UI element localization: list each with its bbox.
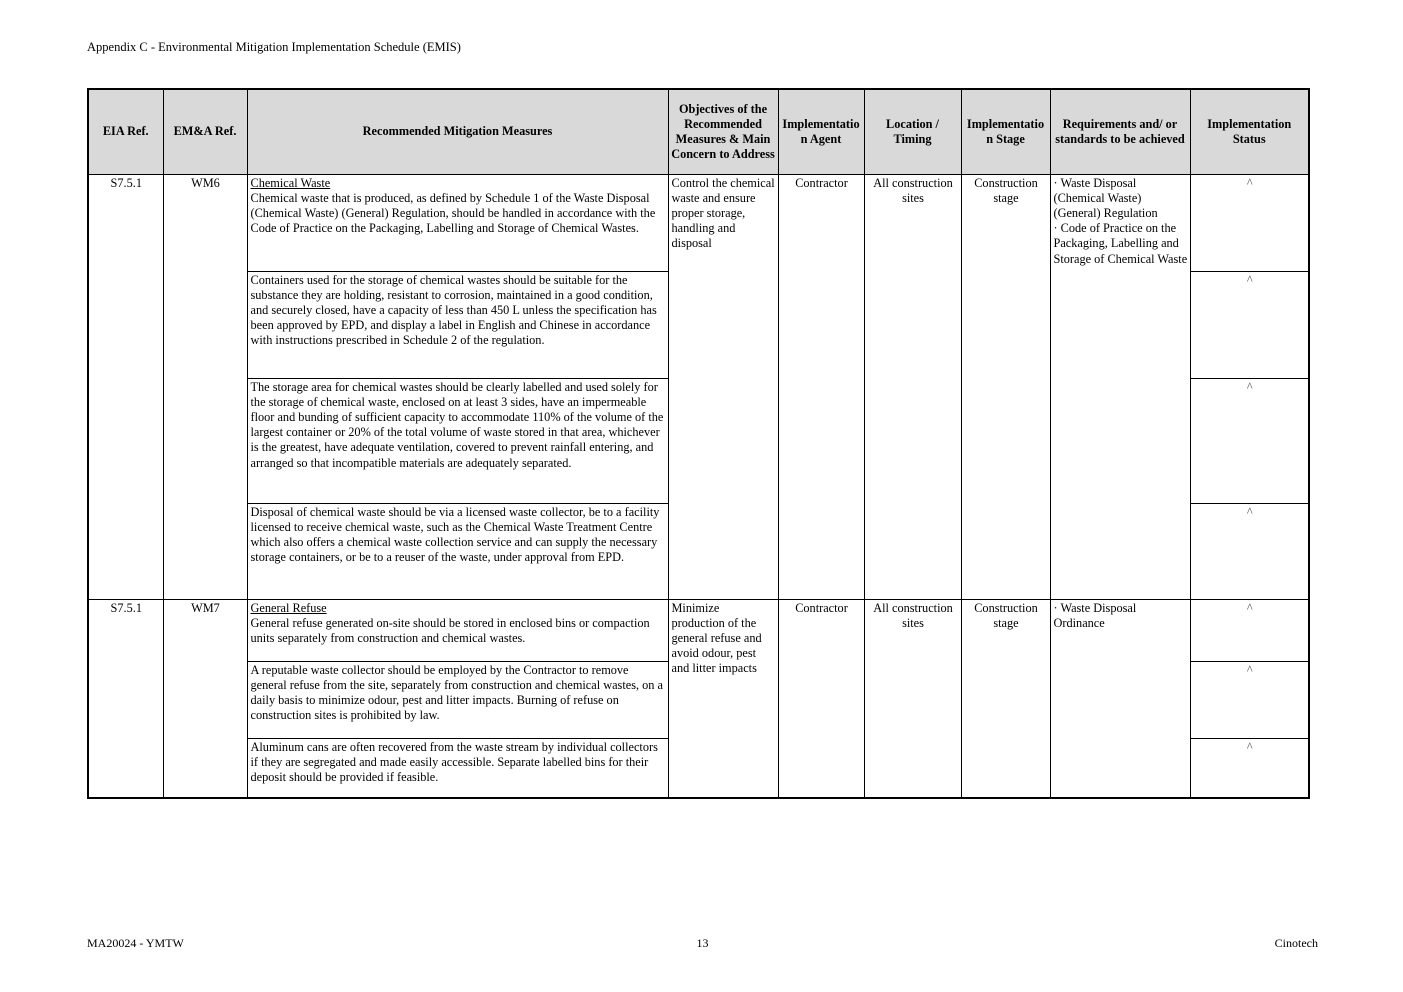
requirement-item: · Waste Disposal Ordinance	[1053, 600, 1137, 630]
cell-measure	[247, 599, 668, 661]
status-caret: ^	[1246, 662, 1253, 677]
cell-implementation-status	[1190, 174, 1309, 271]
cell-implementation-agent: Contractor	[778, 599, 864, 798]
status-caret: ^	[1246, 600, 1253, 615]
cell-requirements	[1050, 599, 1190, 798]
cell-implementation-status	[1190, 271, 1309, 378]
cell-implementation-status	[1190, 599, 1309, 661]
requirement-item: · Code of Practice on the Packaging, Labelling and Storage of Chemical Waste	[1053, 221, 1188, 266]
cell-implementation-status	[1190, 503, 1309, 599]
cell-measure: A reputable waste collector should be employed by the Contractor to remove general refuse from the site, separately from construction and chemical wastes, on a daily basis to minimize odour, pest and litter impacts. Burning of refuse on construction sites is prohibited by law.	[247, 661, 668, 738]
column-header-implementation-status: Implementation Status	[1190, 89, 1309, 174]
cell-eia-ref: S7.5.1	[88, 174, 163, 599]
table-header-row	[88, 89, 1309, 174]
column-header-mitigation-measures: Recommended Mitigation Measures	[247, 89, 668, 174]
column-header-objectives: Objectives of the Recommended Measures & Main Concern to Address	[668, 89, 778, 174]
cell-location-timing: All construction sites	[864, 174, 961, 599]
cell-measure: The storage area for chemical wastes should be clearly labelled and used solely for the storage of chemical waste, enclosed on at least 3 sides, have an impermeable floor and bunding of sufficient capacity to accommodate 110% of the volume of the largest container or 20% of the total volume of waste stored in that area, whichever is the greatest, have adequate ventilation, covered to prevent rainfall entering, and arranged so that incompatible materials are adequately separated.	[247, 378, 668, 503]
column-header-implementation-agent: Implementation Agent	[778, 89, 864, 174]
cell-implementation-stage: Construction stage	[961, 599, 1050, 798]
cell-measure: Aluminum cans are often recovered from the waste stream by individual collectors if they are segregated and made easily accessible. Separate labelled bins for their deposit should be provided if feasible.	[247, 738, 668, 798]
measure-title: General Refuse	[250, 600, 327, 615]
requirement-item: · Waste Disposal (Chemical Waste) (General) Regulation	[1053, 175, 1158, 220]
emis-table	[87, 88, 1310, 799]
measure-paragraph: General refuse generated on-site should be stored in enclosed bins or compaction units separately from construction and chemical wastes.	[250, 615, 650, 645]
column-header-location-timing: Location / Timing	[864, 89, 961, 174]
cell-ema-ref: WM6	[163, 174, 247, 599]
measure-paragraph: Chemical waste that is produced, as defined by Schedule 1 of the Waste Disposal (Chemical Waste) (General) Regulation, should be handled in accordance with the Code of Practice on the Packaging, Labelling and Storage of Chemical Wastes.	[250, 190, 656, 236]
column-header-eia-ref: EIA Ref.	[88, 89, 163, 174]
cell-measure	[247, 174, 668, 271]
table-row	[88, 599, 1309, 661]
measure-title: Chemical Waste	[250, 175, 331, 190]
status-caret: ^	[1246, 504, 1253, 519]
column-header-ema-ref: EM&A Ref.	[163, 89, 247, 174]
status-caret: ^	[1246, 739, 1253, 754]
cell-objectives: Minimize production of the general refuse and avoid odour, pest and litter impacts	[668, 599, 778, 798]
cell-implementation-status	[1190, 378, 1309, 503]
column-header-requirements: Requirements and/ or standards to be achieved	[1050, 89, 1190, 174]
status-caret: ^	[1246, 175, 1253, 190]
cell-measure: Containers used for the storage of chemical wastes should be suitable for the substance they are holding, resistant to corrosion, maintained in a good condition, and securely closed, have a capacity of less than 450 L unless the specification has been approved by EPD, and display a label in English and Chinese in accordance with instructions prescribed in Schedule 2 of the regulation.	[247, 271, 668, 378]
cell-measure: Disposal of chemical waste should be via a licensed waste collector, be to a facility licensed to receive chemical waste, such as the Chemical Waste Treatment Centre which also offers a chemical waste collection service and can supply the necessary storage containers, or be to a reuser of the waste, under approval from EPD.	[247, 503, 668, 599]
cell-implementation-stage: Construction stage	[961, 174, 1050, 599]
status-caret: ^	[1246, 272, 1253, 287]
table-row	[88, 174, 1309, 271]
status-caret: ^	[1246, 379, 1253, 394]
page-footer	[87, 936, 1318, 952]
cell-ema-ref: WM7	[163, 599, 247, 798]
cell-location-timing: All construction sites	[864, 599, 961, 798]
cell-requirements	[1050, 174, 1190, 599]
column-header-implementation-stage: Implementation Stage	[961, 89, 1050, 174]
footer-project-code: MA20024 - YMTW	[87, 936, 184, 950]
footer-company-name: Cinotech	[1274, 936, 1318, 950]
cell-eia-ref: S7.5.1	[88, 599, 163, 798]
cell-implementation-agent: Contractor	[778, 174, 864, 599]
footer-page-number: 13	[696, 936, 709, 950]
cell-implementation-status	[1190, 738, 1309, 798]
document-title: Appendix C - Environmental Mitigation Implementation Schedule (EMIS)	[87, 40, 461, 54]
cell-implementation-status	[1190, 661, 1309, 738]
cell-objectives: Control the chemical waste and ensure proper storage, handling and disposal	[668, 174, 778, 599]
